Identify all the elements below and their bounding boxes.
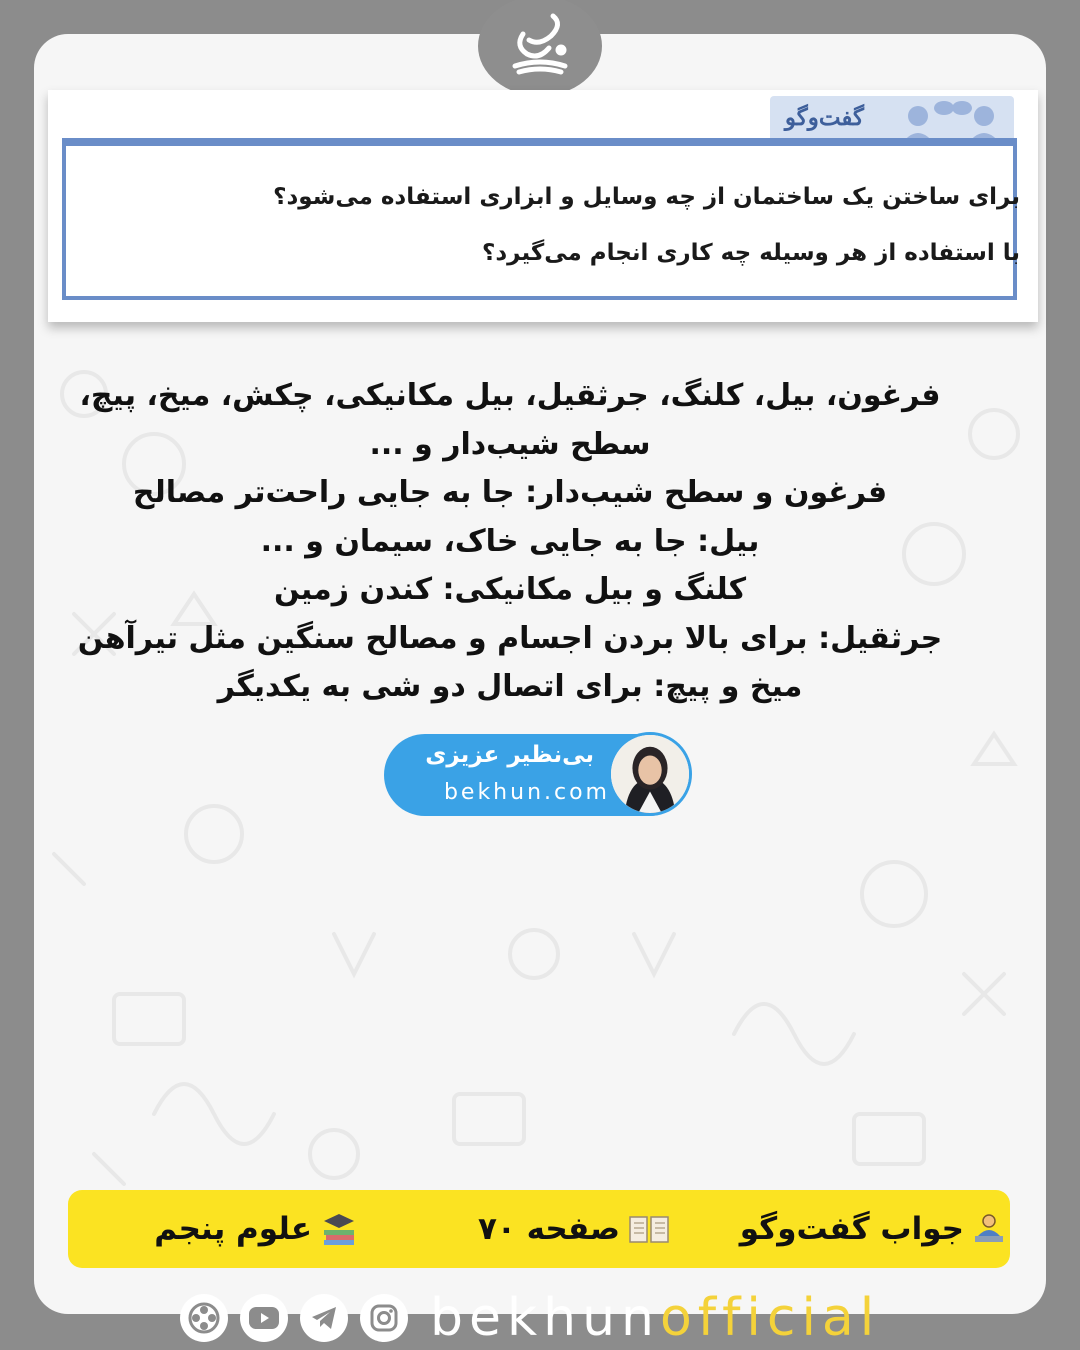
question-card-title: گفت‌وگو bbox=[784, 104, 864, 131]
open-book-icon bbox=[628, 1213, 670, 1245]
author-name: بی‌نظیر عزیزی bbox=[425, 742, 594, 768]
info-subject bbox=[128, 1190, 358, 1268]
info-answer-label: جواب گفت‌وگو bbox=[739, 1211, 964, 1247]
info-page bbox=[430, 1190, 670, 1268]
answer-line: بیل: جا به جایی خاک، سیمان و ... bbox=[260, 523, 760, 559]
info-answer bbox=[706, 1190, 1010, 1268]
graduation-books-icon bbox=[320, 1212, 358, 1246]
answer-line: میخ و پیچ: برای اتصال دو شی به یکدیگر bbox=[217, 669, 803, 704]
instagram-icon[interactable] bbox=[360, 1294, 408, 1342]
footer-brand-main: bekhun bbox=[430, 1288, 660, 1348]
answer-line: فرغون، بیل، کلنگ، جرثقیل، بیل مکانیکی، چکش، میخ، پیچ، bbox=[79, 378, 941, 413]
question-card-header-bar bbox=[62, 138, 1017, 146]
telegram-icon[interactable] bbox=[300, 1294, 348, 1342]
info-page-label: صفحه ۷۰ bbox=[477, 1211, 620, 1247]
footer-social-bar bbox=[180, 1288, 880, 1348]
answer-text bbox=[60, 372, 960, 712]
question-line-2: با استفاده از هر وسیله چه کاری انجام می‌گیرد؟ bbox=[482, 240, 1020, 266]
aparat-icon[interactable] bbox=[180, 1294, 228, 1342]
author-website: bekhun.com bbox=[443, 780, 610, 805]
footer-brand-accent: official bbox=[659, 1288, 881, 1348]
info-subject-label: علوم پنجم bbox=[154, 1211, 312, 1247]
author-badge bbox=[384, 734, 690, 816]
answer-line: سطح شیب‌دار و ... bbox=[369, 426, 651, 462]
author-avatar bbox=[608, 732, 692, 816]
info-bar bbox=[68, 1190, 1010, 1268]
question-line-1: برای ساختن یک ساختمان از چه وسایل و ابزاری استفاده می‌شود؟ bbox=[273, 184, 1020, 210]
question-card-body bbox=[62, 138, 1017, 300]
answer-line: فرغون و سطح شیب‌دار: جا به جایی راحت‌تر مصالح bbox=[132, 475, 888, 510]
question-card bbox=[48, 90, 1038, 322]
youtube-icon[interactable] bbox=[240, 1294, 288, 1342]
student-desk-icon bbox=[972, 1212, 1006, 1246]
author-photo bbox=[611, 735, 689, 813]
bekhun-logo-mark bbox=[495, 6, 585, 86]
bekhun-logo bbox=[478, 0, 602, 96]
answer-line: کلنگ و بیل مکانیکی: کندن زمین bbox=[273, 572, 747, 607]
answer-line: جرثقیل: برای بالا بردن اجسام و مصالح سنگین مثل تیرآهن bbox=[77, 620, 943, 656]
